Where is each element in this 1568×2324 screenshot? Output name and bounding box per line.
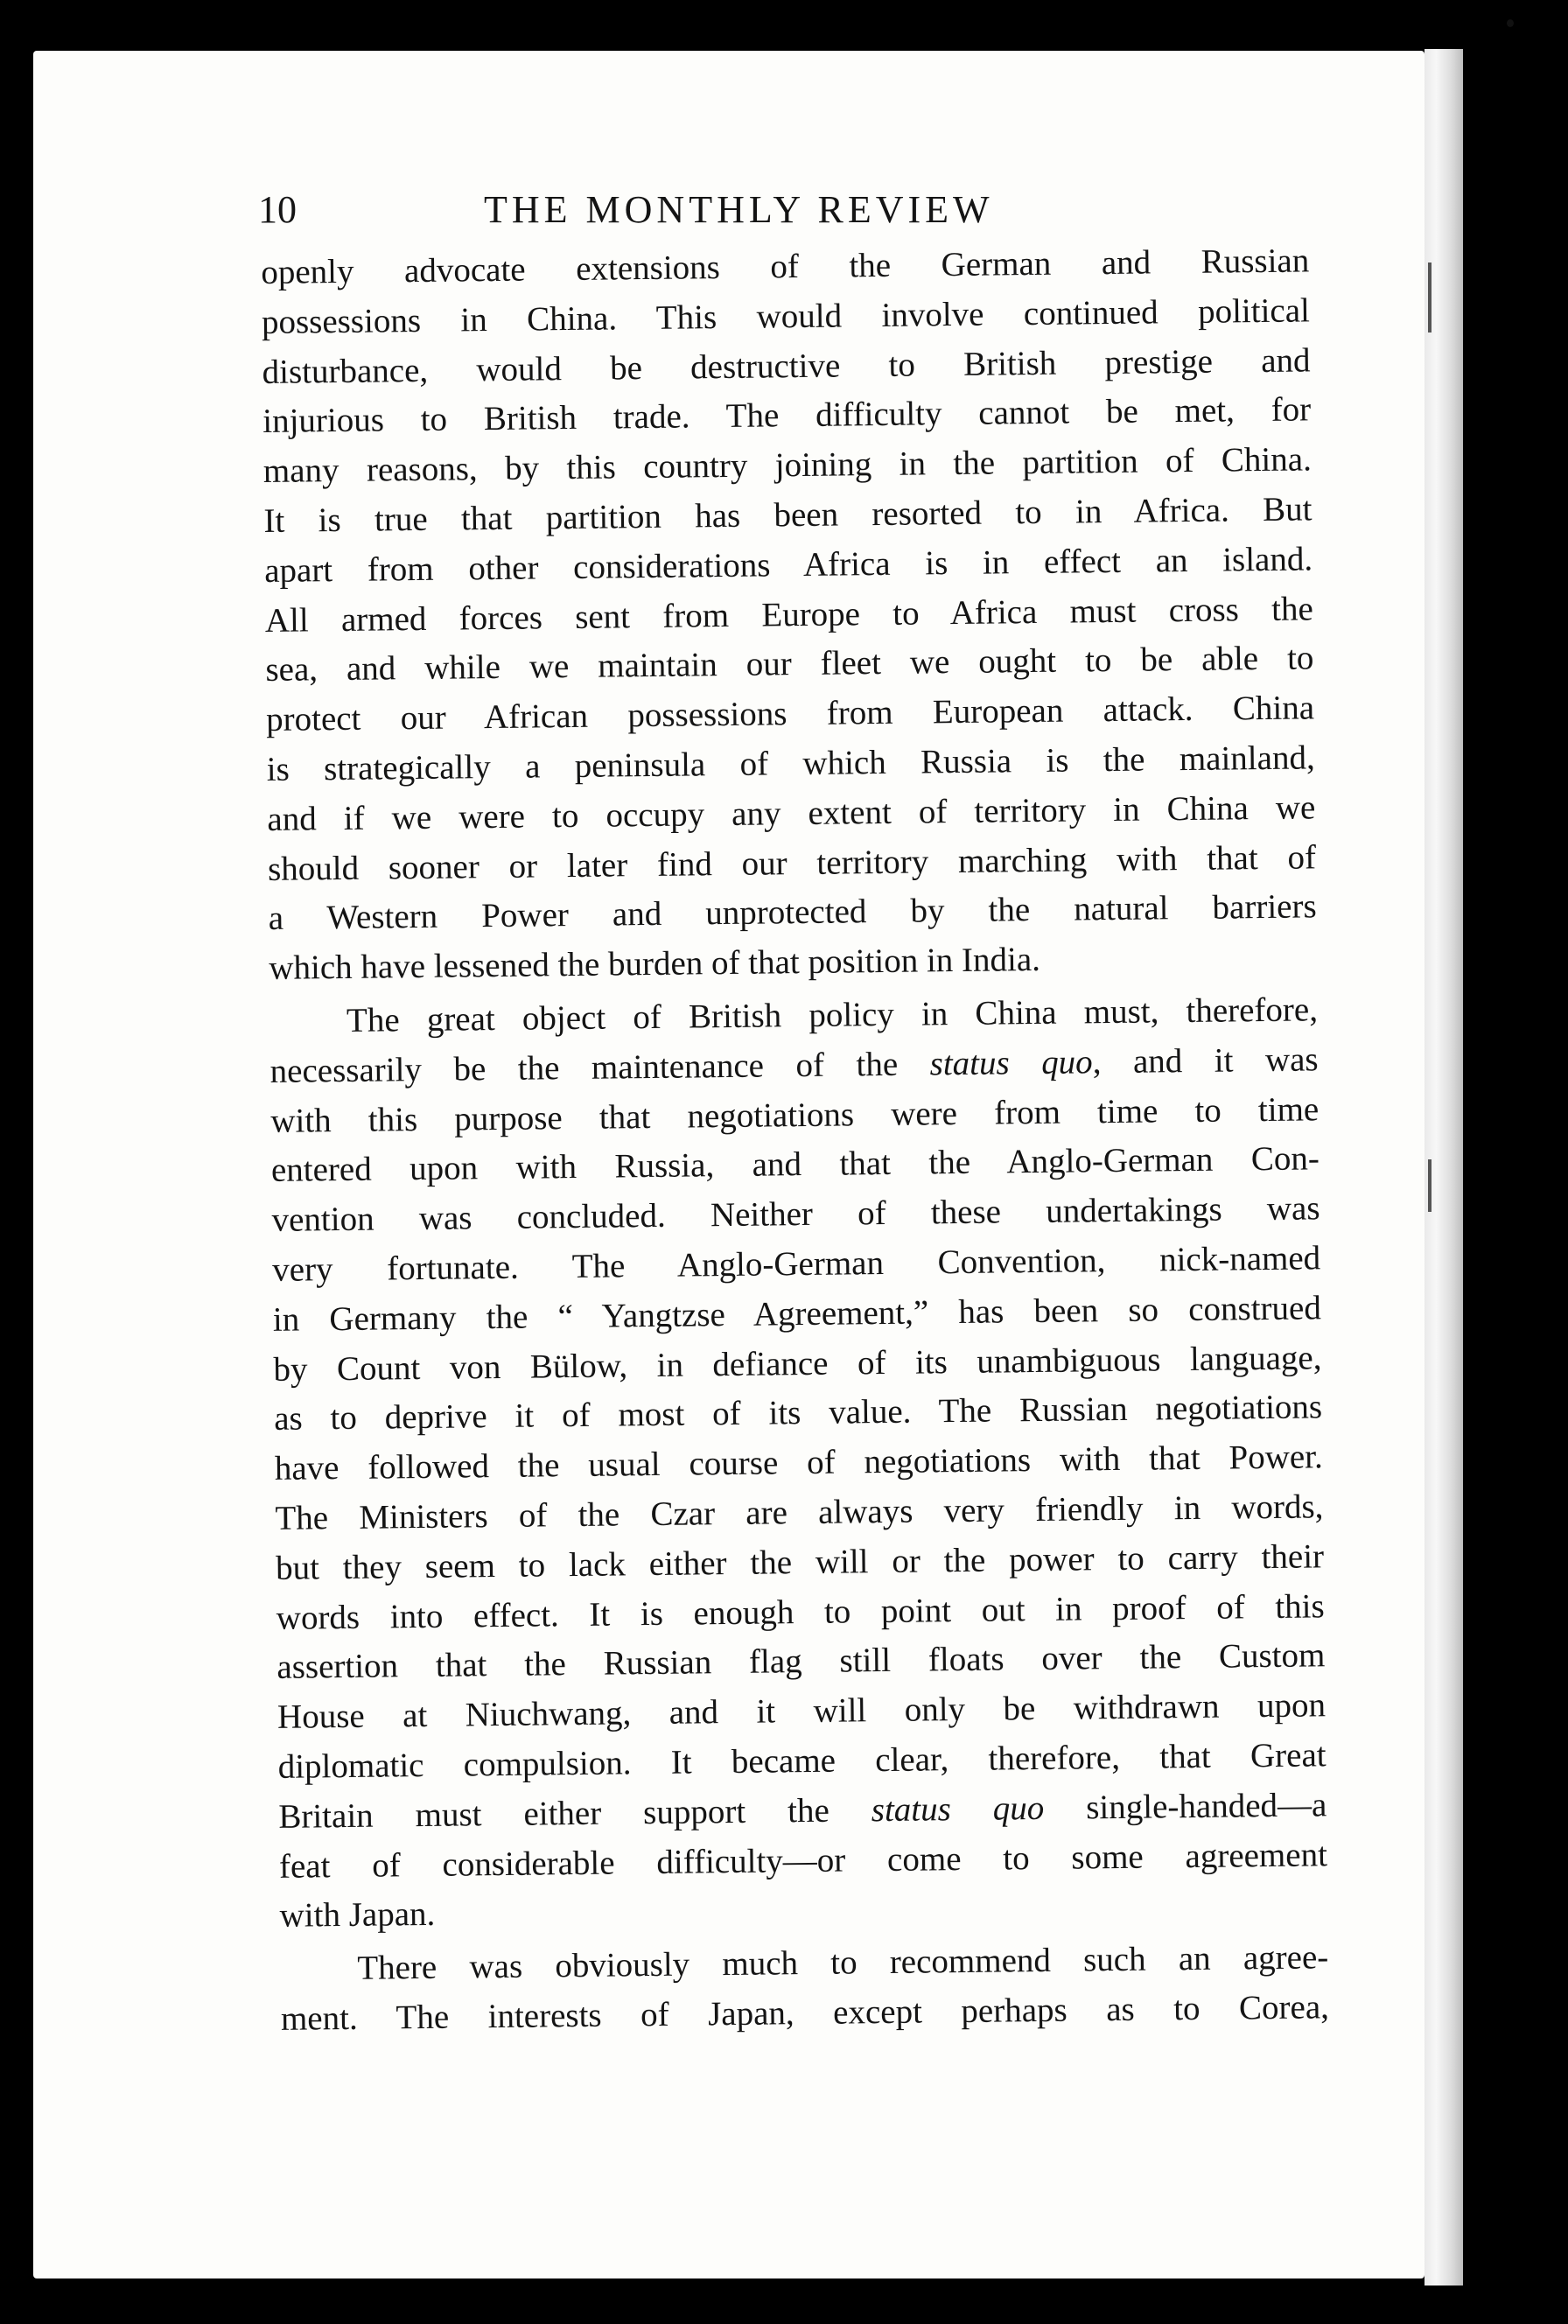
text-run: single-handed—a: [1085, 1785, 1327, 1827]
text-line: but they seem to lack either the will or the power to carry their: [275, 1537, 1325, 1587]
text-line: sea, and while we maintain our fleet we ought to be able to: [265, 639, 1314, 690]
text-line: a Western Power and unprotected by the natural barriers: [268, 887, 1317, 938]
text-line: House at Niuchwang, and it will only be withdrawn upon: [276, 1686, 1326, 1736]
page-header: [258, 184, 1326, 245]
text-line: ment. The interests of Japan, except perhaps as to Corea,: [280, 1988, 1330, 2038]
text-line: openly advocate extensions of the German and Russian: [261, 242, 1310, 291]
text-line: very fortunate. The Anglo-German Convention, nick-named: [271, 1239, 1321, 1289]
text-run: necessarily be the maintenance of the: [270, 1045, 899, 1090]
text-line: The Ministers of the Czar are always very friendly in words,: [275, 1488, 1324, 1537]
text-run: , and it was: [1092, 1040, 1319, 1082]
paragraph: [280, 1933, 1329, 2044]
text-line: possessions in China. This would involve continued political: [261, 291, 1311, 341]
text-line: protect our African possessions from European attack. China: [265, 689, 1315, 739]
text-line: should sooner or later find our territory marching with that of: [267, 837, 1317, 888]
text-line: which have lessened the burden of that position in India.: [269, 941, 1041, 988]
text-line: have followed the usual course of negotiations with that Power.: [274, 1438, 1323, 1488]
text-line: with this purpose that negotiations were from time to time: [270, 1089, 1320, 1140]
text-line: It is true that partition has been resorted to in Africa. But: [263, 490, 1312, 540]
text-line: vention was concluded. Neither of these undertakings was: [271, 1189, 1320, 1240]
text-line: with Japan.: [279, 1895, 436, 1936]
text-line: apart from other considerations Africa is in effect an island.: [263, 540, 1313, 590]
text-line: assertion that the Russian flag still floats over the Custom: [276, 1636, 1326, 1687]
text-run: Britain must either support the: [278, 1791, 830, 1836]
text-line: diplomatic compulsion. It became clear, therefore, that Great: [277, 1736, 1326, 1786]
page-edge-shadow-line: [1428, 262, 1432, 332]
text-line: The great object of British policy in China must, therefore,: [346, 990, 1319, 1040]
page-edge-shadow-line: [1428, 1159, 1432, 1212]
text-line: disturbance, would be destructive to British prestige and: [262, 340, 1311, 391]
text-line: injurious to British trade. The difficulty cannot be met, for: [262, 390, 1312, 441]
paragraph: [270, 985, 1328, 1942]
body-text: [261, 236, 1329, 2044]
italic-term: status quo: [871, 1788, 1045, 1829]
text-line: words into effect. It is enough to point out in proof of this: [276, 1586, 1325, 1637]
text-line: as to deprive it of most of its value. The Russian negotiations: [273, 1388, 1323, 1438]
italic-term: status quo: [929, 1043, 1093, 1083]
text-line: All armed forces sent from Europe to Africa must cross the: [264, 589, 1313, 640]
text-line: entered upon with Russia, and that the Anglo-German Con-: [270, 1139, 1320, 1190]
text-line: and if we were to occupy any extent of territory in China we: [267, 788, 1316, 838]
page-number: 10: [258, 188, 297, 231]
text-line: many reasons, by this country joining in the partition of China.: [262, 440, 1312, 491]
text-line: feat of considerable difficulty—or come to some agreement: [278, 1835, 1328, 1886]
running-title: THE MONTHLY REVIEW: [484, 188, 994, 231]
text-line: is strategically a peninsula of which Russia is the mainland,: [266, 738, 1315, 788]
text-line: by Count von Bülow, in defiance of its unambiguous language,: [273, 1338, 1322, 1389]
paragraph: [261, 236, 1318, 993]
text-line: in Germany the “ Yangtzse Agreement,” has been so construed: [272, 1289, 1322, 1339]
scan-speck: [1507, 19, 1514, 27]
text-line: There was obviously much to recommend such an agree-: [357, 1938, 1329, 1987]
